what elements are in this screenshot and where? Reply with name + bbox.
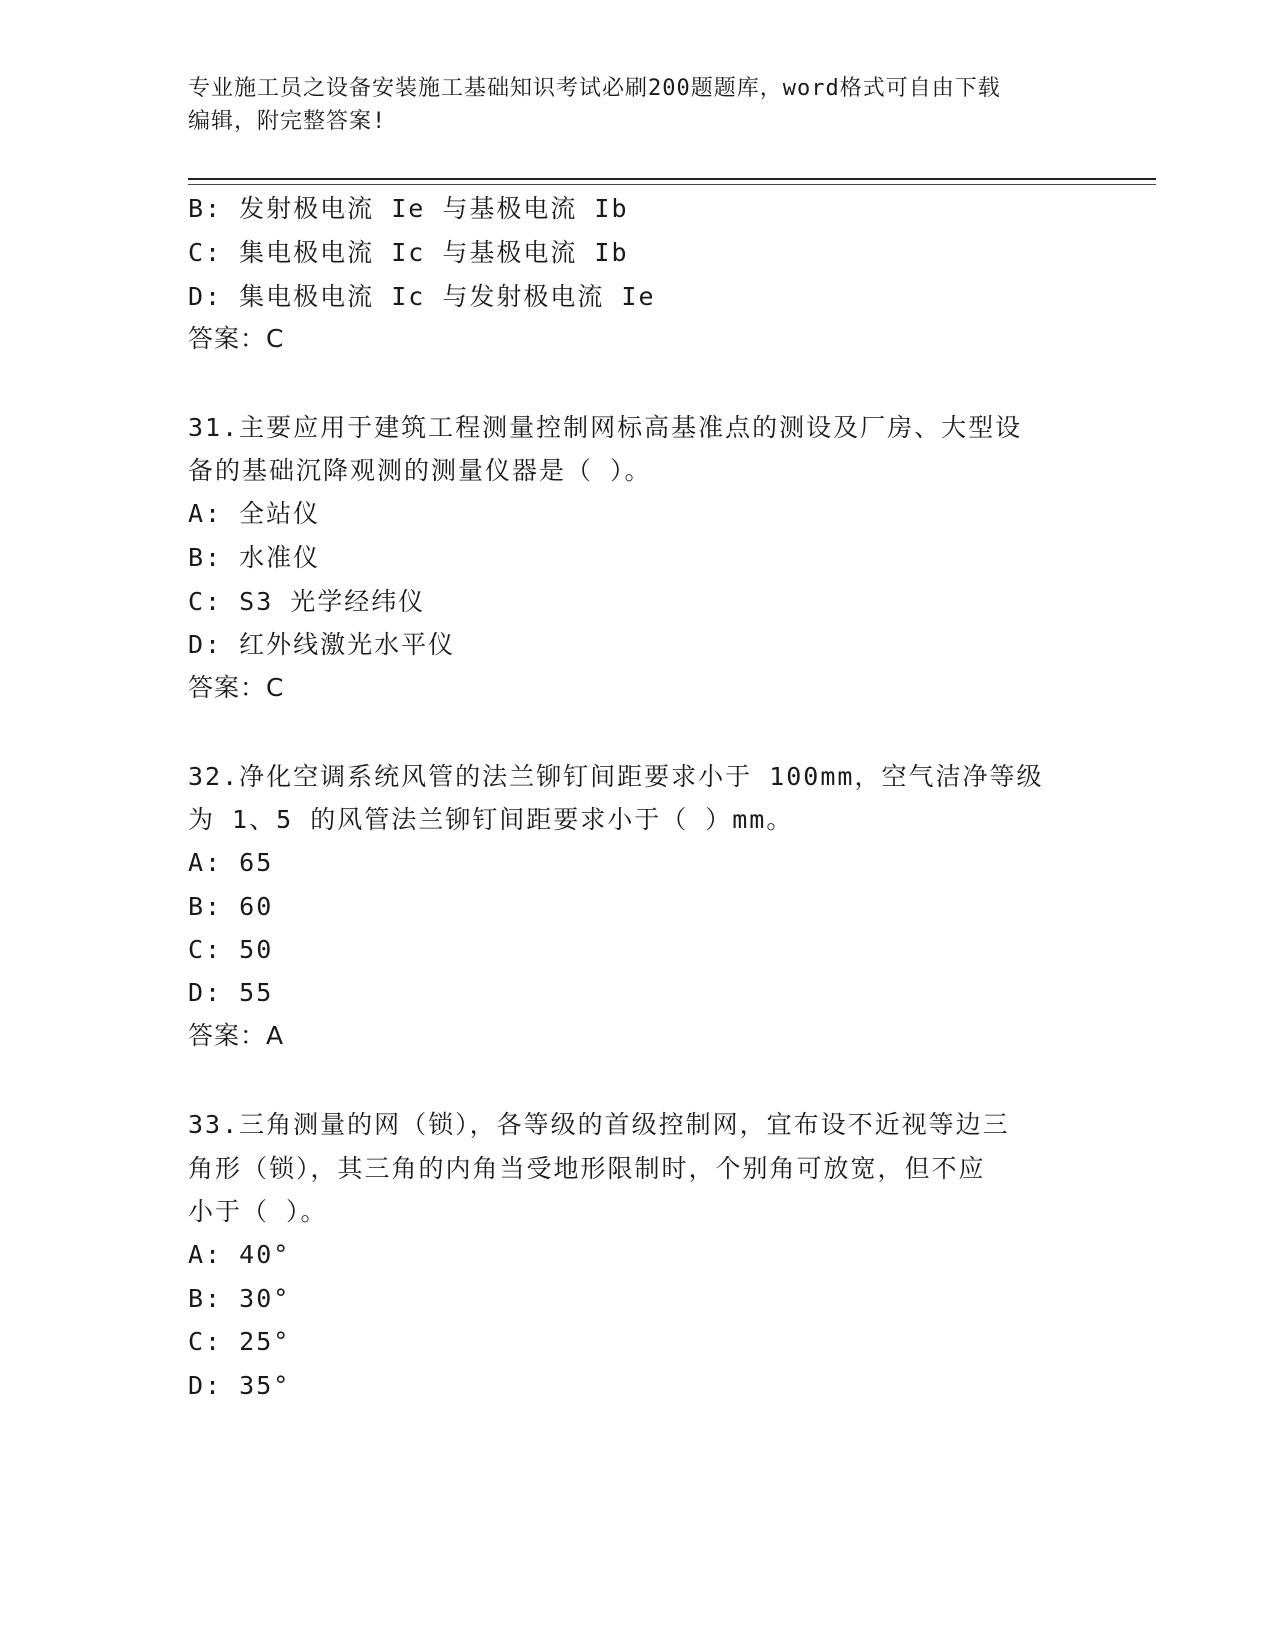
q31-stem-line2: 备的基础沉降观测的测量仪器是（ ）。 <box>188 456 652 485</box>
q30-option-b: B: 发射极电流 Ie 与基极电流 Ib <box>188 194 629 223</box>
q31-option-b: B: 水准仪 <box>188 543 321 572</box>
q33-option-d: D: 35° <box>188 1371 291 1400</box>
q30-option-c: C: 集电极电流 Ic 与基极电流 Ib <box>188 238 629 267</box>
q32-option-a: A: 65 <box>188 848 274 877</box>
q33-option-a: A: 40° <box>188 1240 291 1269</box>
q32-answer: 答案：A <box>188 1021 285 1050</box>
header-title-line1: 专业施工员之设备安装施工基础知识考试必刷200题题库，word格式可自由下载 <box>188 76 1001 101</box>
q32-option-c: C: 50 <box>188 935 274 964</box>
q33-stem-line1: 33.三角测量的网（锁），各等级的首级控制网，宜布设不近视等边三 <box>188 1110 1010 1139</box>
q32-stem-line1: 32.净化空调系统风管的法兰铆钉间距要求小于 100mm，空气洁净等级 <box>188 762 1044 791</box>
q31-option-d: D: 红外线激光水平仪 <box>188 630 456 659</box>
q33-option-b: B: 30° <box>188 1284 291 1313</box>
q32-stem-line2: 为 1、5 的风管法兰铆钉间距要求小于（ ）mm。 <box>188 805 794 834</box>
q32-option-b: B: 60 <box>188 892 274 921</box>
q30-answer: 答案：C <box>188 324 285 353</box>
header-divider-thick <box>188 178 1156 180</box>
header-title-line2: 编辑，附完整答案! <box>188 109 387 134</box>
header-divider-thin <box>188 184 1156 185</box>
q33-stem-line3: 小于（ ）。 <box>188 1197 328 1226</box>
q31-option-c: C: S3 光学经纬仪 <box>188 587 426 616</box>
q31-stem-line1: 31.主要应用于建筑工程测量控制网标高基准点的测设及厂房、大型设 <box>188 413 1023 442</box>
q32-option-d: D: 55 <box>188 978 274 1007</box>
q33-option-c: C: 25° <box>188 1327 291 1356</box>
q30-option-d: D: 集电极电流 Ic 与发射极电流 Ie <box>188 282 656 311</box>
q31-option-a: A: 全站仪 <box>188 499 321 528</box>
q31-answer: 答案：C <box>188 673 285 702</box>
q33-stem-line2: 角形（锁），其三角的内角当受地形限制时，个别角可放宽，但不应 <box>188 1154 986 1183</box>
document-header <box>188 72 1088 138</box>
